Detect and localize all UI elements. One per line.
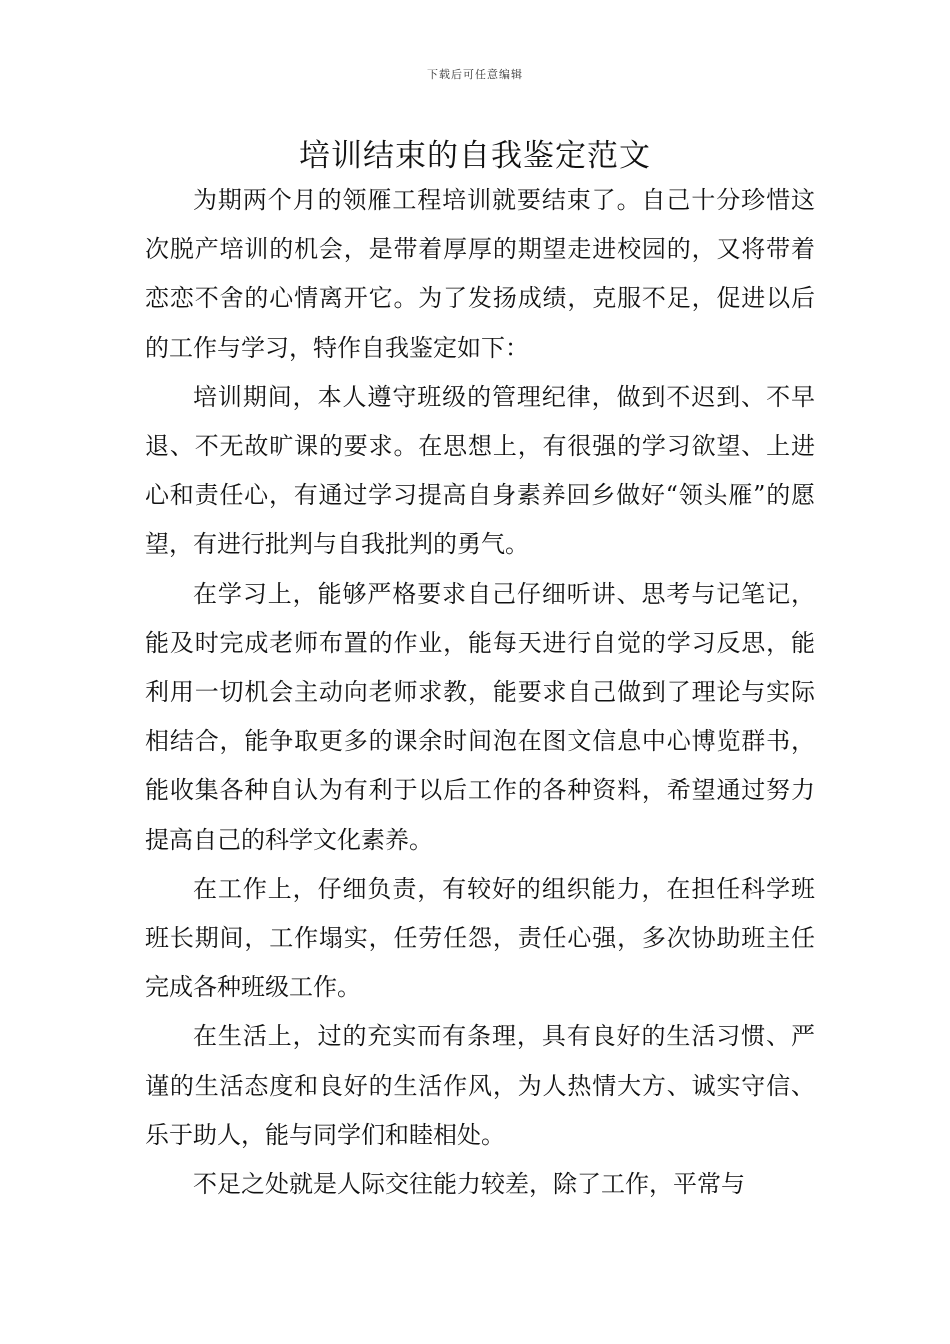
paragraph-study: 在学习上，能够严格要求自己仔细听讲、思考与记笔记，能及时完成老师布置的作业，能每天进行自觉的学习反思，能利用一切机会主动向老师求教，能要求自己做到了理论与实际相结合，能争取更多的课余时间泡在图文信息中心博览群书，能收集各种自认为有利于以后工作的各种资料，希望通过努力提高自己的科学文化素养。 [145,579,815,854]
paragraph-shortcomings: 不足之处就是人际交往能力较差，除了工作，平常与 [193,1170,745,1199]
paragraph-discipline: 培训期间，本人遵守班级的管理纪律，做到不迟到、不早退、不无故旷课的要求。在思想上，有很强的学习欲望、上进心和责任心，有通过学习提高自身素养回乡做好“领头雁”的愿望，有进行批判与自我批判的勇气。 [145,382,815,559]
header-note: 下载后可任意编辑 [427,68,523,81]
paragraph-work: 在工作上，仔细负责，有较好的组织能力，在担任科学班班长期间，工作塌实，任劳任怨，责任心强，多次协助班主任完成各种班级工作。 [145,874,815,1002]
document-title: 培训结束的自我鉴定范文 [299,138,651,174]
paragraph-life: 在生活上，过的充实而有条理，具有良好的生活习惯、严谨的生活态度和良好的生活作风，为人热情大方、诚实守信、乐于助人，能与同学们和睦相处。 [145,1022,815,1149]
document-body [145,176,815,1209]
paragraph-intro: 为期两个月的领雁工程培训就要结束了。自己十分珍惜这次脱产培训的机会，是带着厚厚的期望走进校园的，又将带着恋恋不舍的心情离开它。为了发扬成绩，克服不足，促进以后的工作与学习，特作自我鉴定如下： [145,186,815,362]
